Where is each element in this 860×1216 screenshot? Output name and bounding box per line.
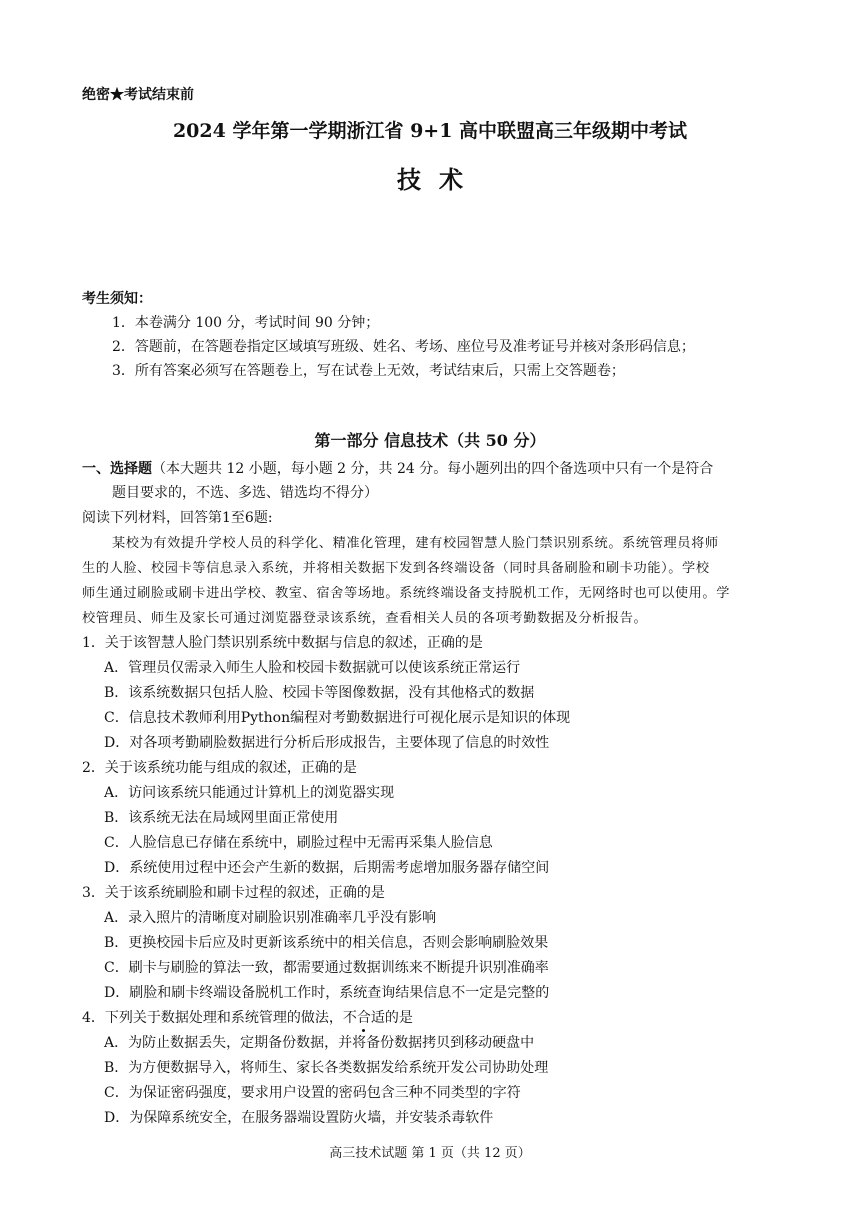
emphasis-text: 不合适 <box>343 1007 385 1027</box>
part-title: 第一部分 信息技术（共 50 分） <box>314 431 546 450</box>
option-c: C．人脸信息已存储在系统中，刷脸过程中无需再采集人脸信息 <box>104 835 493 851</box>
section-label: 一、选择题 <box>82 461 152 477</box>
option-d: D．对各项考勤刷脸数据进行分析后形成报告，主要体现了信息的时效性 <box>104 735 550 751</box>
material-line: 校管理员、师生及家长可通过浏览器登录该系统，查看相关人员的各项考勤数据及分析报告。 <box>82 611 648 626</box>
option-b: B．该系统数据只包括人脸、校园卡等图像数据，没有其他格式的数据 <box>104 685 535 701</box>
option-a: A．管理员仅需录入师生人脸和校园卡数据就可以使该系统正常运行 <box>104 660 521 676</box>
section-header <box>82 458 713 478</box>
option-b: B．为方便数据导入，将师生、家长各类数据发给系统开发公司协助处理 <box>104 1060 549 1076</box>
question-stem-text: 的是 <box>384 1010 413 1026</box>
exam-title: 2024 学年第一学期浙江省 9+1 高中联盟高三年级期中考试 <box>172 120 688 142</box>
option-b: B．更换校园卡后应及时更新该系统中的相关信息，否则会影响刷脸效果 <box>104 935 549 951</box>
page-footer: 高三技术试题 第 1 页（共 12 页） <box>329 1146 531 1161</box>
notice-heading: 考生须知： <box>82 291 152 307</box>
question-stem-text: 4．下列关于数据处理和系统管理的做法， <box>82 1010 343 1026</box>
question-stem: 1．关于该智慧人脸门禁识别系统中数据与信息的叙述，正确的是 <box>82 635 483 651</box>
option-a: A．为防止数据丢失，定期备份数据，并将备份数据拷贝到移动硬盘中 <box>104 1035 535 1051</box>
question-stem: 2．关于该系统功能与组成的叙述，正确的是 <box>82 760 357 776</box>
option-c: C．为保证密码强度，要求用户设置的密码包含三种不同类型的字符 <box>104 1085 521 1101</box>
material-line: 某校为有效提升学校人员的科学化、精准化管理，建有校园智慧人脸门禁识别系统。系统管理员将师 <box>112 536 719 551</box>
option-c: C．刷卡与刷脸的算法一致，都需要通过数据训练来不断提升识别准确率 <box>104 960 549 976</box>
question-stem: 3．关于该系统刷脸和刷卡过程的叙述，正确的是 <box>82 885 385 901</box>
option-a: A．访问该系统只能通过计算机上的浏览器实现 <box>104 785 395 801</box>
subject-title: 技术 <box>397 165 481 194</box>
section-description: （本大题共 12 小题，每小题 2 分，共 24 分。每小题列出的四个备选项中只有一个是符合 <box>152 461 714 477</box>
material-line: 生的人脸、校园卡等信息录入系统，并将相关数据下发到各终端设备（同时具备刷脸和刷卡功能）。学校 <box>82 561 710 576</box>
question-stem <box>82 1007 413 1027</box>
section-description-cont: 题目要求的，不选、多选、错选均不得分） <box>112 485 378 501</box>
notice-item: 3．所有答案必须写在答题卷上，写在试卷上无效，考试结束后，只需上交答题卷； <box>112 363 625 379</box>
reading-instruction: 阅读下列材料，回答第1至6题: <box>82 510 273 526</box>
option-d: D．刷脸和刷卡终端设备脱机工作时，系统查询结果信息不一定是完整的 <box>104 985 550 1001</box>
option-d: D．为保障系统安全，在服务器端设置防火墙，并安装杀毒软件 <box>104 1110 494 1126</box>
option-b: B．该系统无法在局域网里面正常使用 <box>104 810 339 826</box>
option-a: A．录入照片的清晰度对刷脸识别准确率几乎没有影响 <box>104 910 437 926</box>
confidential-label: 绝密★考试结束前 <box>82 87 194 103</box>
option-c: C．信息技术教师利用Python编程对考勤数据进行可视化展示是知识的体现 <box>104 710 571 726</box>
notice-item: 2．答题前，在答题卷指定区域填写班级、姓名、考场、座位号及准考证号并核对条形码信息； <box>112 339 695 355</box>
option-d: D．系统使用过程中还会产生新的数据，后期需考虑增加服务器存储空间 <box>104 860 550 876</box>
material-line: 师生通过刷脸或刷卡进出学校、教室、宿舍等场地。系统终端设备支持脱机工作，无网络时也可以使用。学 <box>82 586 731 601</box>
notice-item: 1．本卷满分 100 分，考试时间 90 分钟； <box>112 315 380 331</box>
